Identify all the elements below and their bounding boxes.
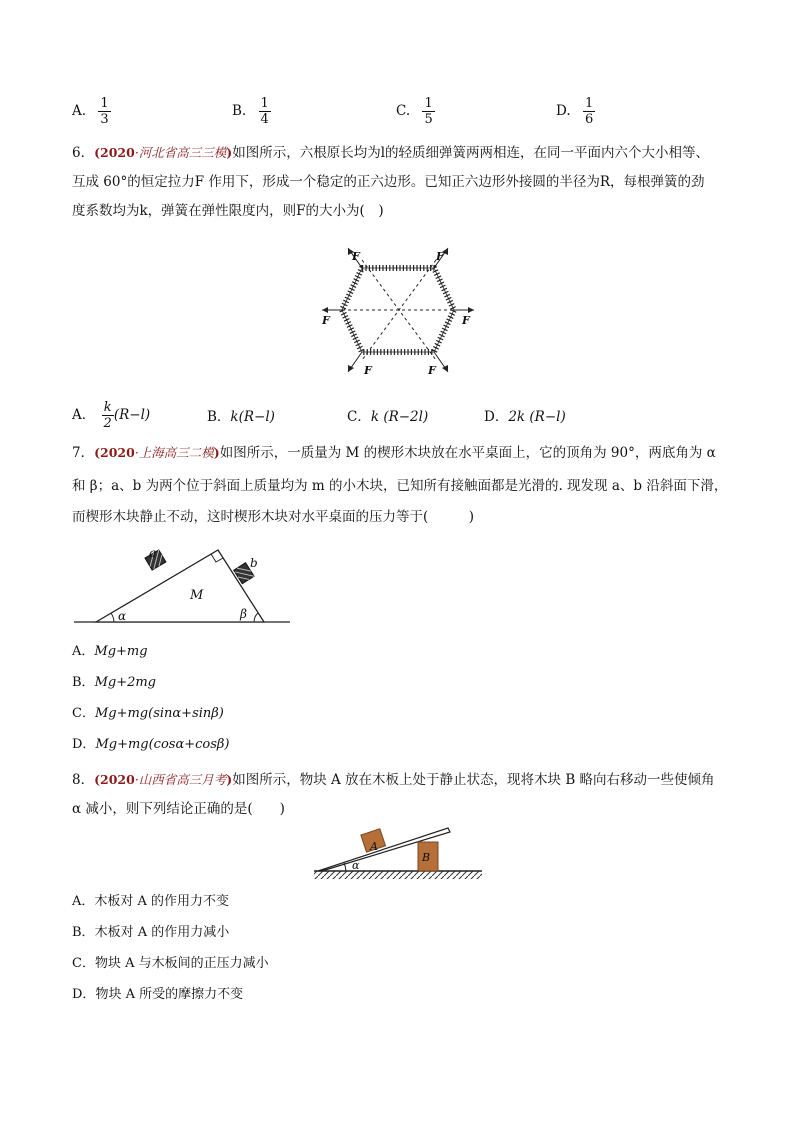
q7-option-a: A．Mg+mg [72,644,148,659]
label-b: b [250,556,258,570]
question-source: ·上海高三二模 [134,445,214,460]
force-label: F [364,364,372,377]
label-M: M [190,588,204,603]
q7-stem-line-2: 和 β；a、b 为两个位于斜面上质量均为 m 的小木块，已知所有接触面都是光滑的. 现发现 a、b 沿斜面下滑， [72,478,728,494]
q5-option-d: D. $\frac{1}{6}$ [556,96,594,127]
q6-stem-line-3: 度系数均为k，弹簧在弹性限度内，则F的大小为( ) [72,203,384,219]
q7-option-b: B．Mg+2mg [72,675,157,690]
question-source: ·河北省高三三模 [134,145,227,160]
ground-hatch [314,871,482,879]
force-label: F [428,364,436,377]
q6-stem-line-1: 6．(2020·河北省高三三模)如图所示，六根原长均为l的轻质细弹簧两两相连，在同一平面内六个大小相等、 [72,145,710,161]
q5-option-c: C. $\frac{1}{5}$ [396,96,433,127]
spring-hexagon-figure [318,238,478,380]
incline-board-figure [312,822,484,884]
force-label: F [352,250,360,263]
q6-option-b: B．k(R−l) [207,409,275,425]
force-label: F [462,314,470,327]
question-source: ·山西省高三月考 [134,772,227,787]
label-alpha: α [118,609,127,623]
label-alpha: α [352,859,360,872]
q6-option-c: C．k (R−2l) [347,409,429,425]
q5-option-b: B. $\frac{1}{4}$ [232,96,269,127]
q8-option-b: B．木板对 A 的作用力减小 [72,925,230,940]
fraction: $\frac{1}{5}$ [424,96,433,127]
wedge-figure [70,540,294,628]
q6-stem-line-2: 互成 60°的恒定拉力F 作用下，形成一个稳定的正六边形。已知正六边形外接圆的半径为R，每根弹簧的劲 [72,174,705,190]
q6-option-a: A． $\frac{k}{2}$ (R−l) [72,400,151,431]
label-a: a [149,546,157,560]
q8-stem-line-2: α 减小，则下列结论正确的是( ) [72,801,285,817]
q6-option-d: D．2k (R−l) [484,409,566,425]
label-A: A [370,840,378,853]
q7-option-d: D．Mg+mg(cosα+cosβ) [72,737,230,752]
fraction: $\frac{1}{4}$ [260,96,269,127]
q5-option-a: A. $\frac{1}{3}$ [72,96,109,127]
fraction: $\frac{k}{2}$ [103,400,112,431]
label-beta: β [240,607,247,621]
label-B: B [422,851,431,864]
force-label: F [436,250,444,263]
q8-option-a: A．木板对 A 的作用力不变 [72,894,230,909]
q8-stem-line-1: 8．(2020·山西省高三月考)如图所示，物块 A 放在木板上处于静止状态，现将木块 B 略向右移动一些使倾角 [72,772,715,788]
fraction: $\frac{1}{6}$ [584,96,594,127]
q7-stem-line-3: 而楔形木块静止不动，这时楔形木块对水平桌面的压力等于( ) [72,509,475,525]
q8-option-c: C．物块 A 与木板间的正压力减小 [72,956,269,971]
fraction: $\frac{1}{3}$ [100,96,109,127]
q8-option-d: D．物块 A 所受的摩擦力不变 [72,987,244,1002]
q7-option-c: C．Mg+mg(sinα+sinβ) [72,706,224,721]
q7-stem-line-1: 7．(2020·上海高三二模)如图所示，一质量为 M 的楔形木块放在水平桌面上，它的顶角为 90°，两底角为 α [72,445,716,461]
force-label: F [322,314,330,327]
